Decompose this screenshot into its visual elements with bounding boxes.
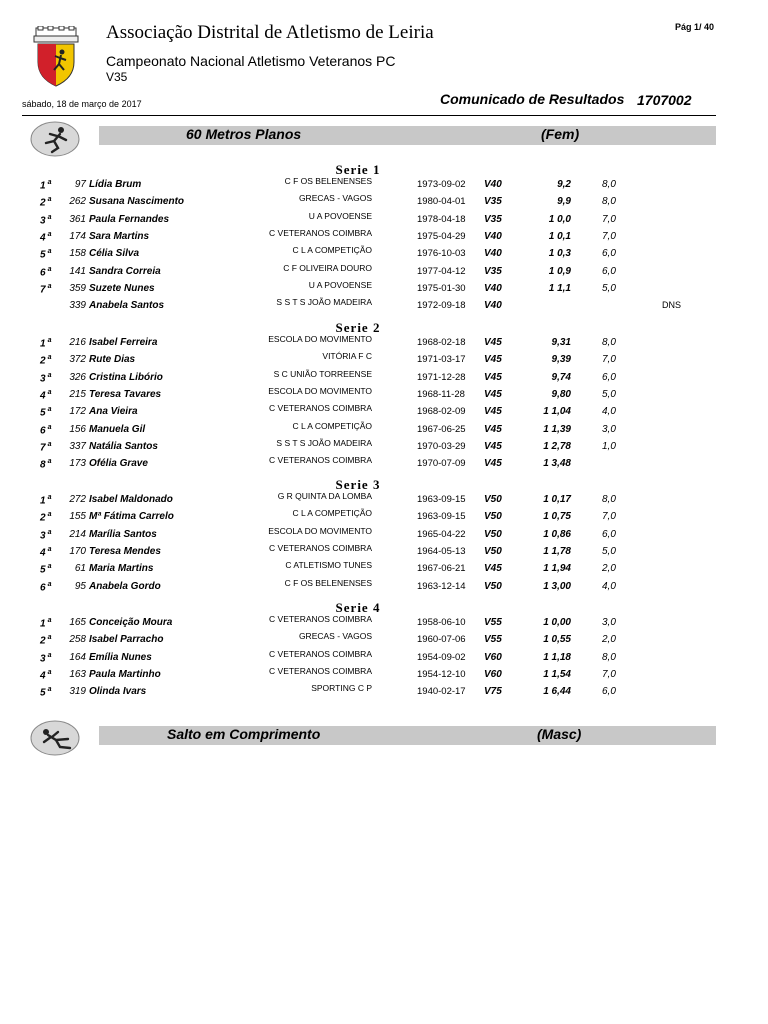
club-name: VITÓRIA F C bbox=[322, 351, 372, 362]
ordinal-mark: a bbox=[47, 528, 52, 536]
points: 8,0 bbox=[602, 179, 616, 190]
header-divider bbox=[22, 115, 716, 116]
club-name: C ATLETISMO TUNES bbox=[285, 560, 372, 571]
ordinal-mark: a bbox=[47, 440, 52, 448]
birth-date: 1970-03-29 bbox=[417, 440, 466, 452]
position-number: 4 bbox=[40, 547, 46, 559]
position-number: 8 bbox=[40, 459, 46, 471]
ordinal-mark: a bbox=[47, 354, 52, 362]
points: 6,0 bbox=[602, 248, 616, 260]
ordinal-mark: a bbox=[47, 545, 52, 553]
athlete-name: Cristina Libório bbox=[89, 371, 163, 383]
bib-number: 326 bbox=[69, 371, 86, 383]
ordinal-mark: a bbox=[47, 617, 52, 624]
communique-label: Comunicado de Resultados bbox=[440, 91, 625, 107]
points: 7,0 bbox=[602, 511, 616, 523]
points: 7,0 bbox=[602, 354, 616, 366]
position-number: 4 bbox=[40, 390, 46, 402]
points: 4,0 bbox=[602, 406, 616, 418]
championship-name: Campeonato Nacional Atletismo Veteranos PC bbox=[106, 53, 396, 69]
age-category: V75 bbox=[484, 686, 502, 698]
birth-date: 1975-01-30 bbox=[417, 282, 466, 294]
club-name: SPORTING C P bbox=[311, 683, 372, 694]
birth-date: 1978-04-18 bbox=[417, 213, 466, 225]
points: 5,0 bbox=[602, 282, 616, 294]
points: 3,0 bbox=[602, 423, 616, 435]
ordinal-mark: a bbox=[47, 494, 52, 501]
age-category: V40 bbox=[484, 230, 502, 242]
birth-date: 1958-06-10 bbox=[417, 617, 466, 628]
position-number: 6 bbox=[40, 424, 46, 436]
bib-number: 155 bbox=[69, 511, 86, 523]
age-category: V45 bbox=[484, 563, 502, 575]
athlete-name: Sandra Correia bbox=[89, 265, 161, 277]
result-time: 1 0,9 bbox=[548, 265, 571, 277]
result-time: 9,2 bbox=[557, 179, 571, 190]
age-category: V40 bbox=[484, 248, 502, 260]
bib-number: 174 bbox=[69, 230, 86, 242]
position-number: 1 bbox=[40, 618, 46, 630]
bib-number: 359 bbox=[69, 282, 86, 294]
event-gender: (Masc) bbox=[537, 726, 582, 742]
points: 6,0 bbox=[602, 528, 616, 540]
result-time: 1 1,1 bbox=[548, 282, 571, 294]
result-row bbox=[0, 455, 716, 475]
position-number: 1 bbox=[40, 338, 46, 350]
birth-date: 1970-07-09 bbox=[417, 458, 466, 470]
result-time: 1 1,78 bbox=[543, 545, 571, 557]
bib-number: 272 bbox=[69, 494, 86, 505]
position-number: 4 bbox=[40, 232, 46, 244]
club-name: GRECAS - VAGOS bbox=[298, 631, 372, 642]
points: 8,0 bbox=[602, 651, 616, 663]
athlete-name: Teresa Mendes bbox=[89, 545, 161, 557]
club-name: C VETERANOS COIMBRA bbox=[269, 455, 372, 466]
bib-number: 258 bbox=[69, 634, 86, 646]
age-category: V55 bbox=[484, 634, 502, 646]
position-number: 3 bbox=[40, 372, 46, 384]
athlete-name: Ana Vieira bbox=[89, 406, 138, 418]
position-number: 1 bbox=[40, 495, 46, 507]
serie-title: Serie 3 bbox=[335, 477, 381, 492]
result-time: 1 0,1 bbox=[548, 230, 571, 242]
bib-number: 337 bbox=[69, 440, 86, 452]
result-time: 1 1,39 bbox=[543, 423, 571, 435]
athlete-name: Ofélia Grave bbox=[89, 458, 148, 470]
birth-date: 1973-09-02 bbox=[417, 179, 466, 190]
bib-number: 170 bbox=[69, 545, 86, 557]
ordinal-mark: a bbox=[47, 248, 52, 256]
position-number: 2 bbox=[40, 355, 46, 367]
age-category: V45 bbox=[484, 458, 502, 470]
position-number: 5 bbox=[40, 687, 46, 699]
result-time: 1 2,78 bbox=[543, 440, 571, 452]
ordinal-mark: a bbox=[47, 686, 52, 694]
bib-number: 319 bbox=[69, 686, 86, 698]
sprinter-icon bbox=[30, 121, 80, 157]
bib-number: 141 bbox=[69, 265, 86, 277]
bib-number: 339 bbox=[69, 300, 86, 312]
points: 5,0 bbox=[602, 545, 616, 557]
ordinal-mark: a bbox=[47, 337, 52, 344]
points: 7,0 bbox=[602, 230, 616, 242]
event-gender: (Fem) bbox=[541, 126, 580, 142]
communique-number: 1707002 bbox=[637, 92, 692, 108]
club-name: C VETERANOS COIMBRA bbox=[269, 403, 372, 414]
page-number: Pág 1/ 40 bbox=[674, 22, 714, 32]
points: 2,0 bbox=[602, 634, 616, 646]
club-name: C F OS BELENENSES bbox=[284, 176, 372, 186]
ordinal-mark: a bbox=[47, 651, 52, 659]
birth-date: 1940-02-17 bbox=[417, 686, 466, 698]
bib-number: 215 bbox=[69, 388, 86, 400]
points: 6,0 bbox=[602, 265, 616, 277]
age-category: V45 bbox=[484, 388, 502, 400]
birth-date: 1968-02-18 bbox=[417, 337, 466, 348]
athlete-name: Mª Fátima Carrelo bbox=[89, 511, 174, 523]
bib-number: 156 bbox=[69, 423, 86, 435]
result-time: 1 6,44 bbox=[543, 686, 571, 698]
athlete-name: Sara Martins bbox=[89, 230, 150, 242]
result-time: 9,80 bbox=[551, 388, 571, 400]
result-time: 1 3,48 bbox=[543, 458, 571, 470]
athlete-name: Rute Dias bbox=[89, 354, 136, 366]
birth-date: 1975-04-29 bbox=[417, 230, 466, 242]
points: 3,0 bbox=[602, 617, 616, 628]
age-category: V45 bbox=[484, 337, 502, 348]
result-time: 1 1,94 bbox=[543, 563, 571, 575]
ordinal-mark: a bbox=[47, 265, 52, 273]
ordinal-mark: a bbox=[47, 634, 52, 642]
result-time: 1 0,17 bbox=[543, 494, 571, 505]
birth-date: 1960-07-06 bbox=[417, 634, 466, 646]
age-category: V40 bbox=[484, 300, 502, 312]
club-name: S S T S JOÃO MADEIRA bbox=[276, 297, 372, 308]
birth-date: 1977-04-12 bbox=[417, 265, 466, 277]
athlete-name: Paula Fernandes bbox=[89, 213, 170, 225]
club-name: S C UNIÃO TORREENSE bbox=[273, 368, 372, 379]
athlete-name: Maria Martins bbox=[89, 563, 154, 575]
athlete-name: Isabel Maldonado bbox=[89, 494, 173, 505]
birth-date: 1972-09-18 bbox=[417, 300, 466, 312]
club-name: C VETERANOS COIMBRA bbox=[269, 648, 372, 659]
club-name: ESCOLA DO MOVIMENTO bbox=[268, 525, 372, 536]
birth-date: 1954-12-10 bbox=[417, 668, 466, 680]
athlete-name: Paula Martinho bbox=[89, 668, 161, 680]
bib-number: 158 bbox=[69, 248, 86, 260]
club-name: C L A COMPETIÇÃO bbox=[292, 508, 372, 519]
athlete-name: Anabela Gordo bbox=[89, 580, 161, 592]
birth-date: 1968-11-28 bbox=[417, 388, 465, 400]
result-time: 9,74 bbox=[551, 371, 571, 383]
athlete-name: Célia Silva bbox=[89, 248, 140, 260]
birth-date: 1963-09-15 bbox=[417, 511, 466, 523]
points: 6,0 bbox=[602, 686, 616, 698]
bib-number: 172 bbox=[69, 406, 86, 418]
ordinal-mark: a bbox=[47, 230, 52, 238]
bib-number: 61 bbox=[74, 563, 86, 575]
age-category: V35 bbox=[484, 213, 502, 225]
organization-title: Associação Distrital de Atletismo de Leiria bbox=[106, 22, 434, 43]
club-name: ESCOLA DO MOVIMENTO bbox=[268, 334, 372, 344]
position-number: 7 bbox=[40, 442, 46, 454]
athlete-name: Emília Nunes bbox=[89, 651, 152, 663]
points: 4,0 bbox=[602, 580, 616, 592]
result-time: 9,9 bbox=[557, 196, 571, 208]
ordinal-mark: a bbox=[47, 213, 52, 221]
athlete-name: Conceição Moura bbox=[89, 617, 173, 628]
club-name: C VETERANOS COIMBRA bbox=[269, 614, 372, 624]
athlete-name: Marília Santos bbox=[89, 528, 157, 540]
club-name: C VETERANOS COIMBRA bbox=[269, 665, 372, 676]
age-category: V40 bbox=[484, 282, 502, 294]
age-category: V50 bbox=[484, 545, 502, 557]
ordinal-mark: a bbox=[47, 179, 52, 186]
age-category: V35 bbox=[484, 196, 502, 208]
serie-title: Serie 2 bbox=[335, 320, 381, 335]
long-jump-icon bbox=[30, 720, 80, 756]
points: 2,0 bbox=[602, 563, 616, 575]
birth-date: 1976-10-03 bbox=[417, 248, 466, 260]
position-number: 2 bbox=[40, 197, 46, 209]
category-label: V35 bbox=[106, 70, 128, 84]
age-category: V35 bbox=[484, 265, 502, 277]
age-category: V55 bbox=[484, 617, 502, 628]
bib-number: 165 bbox=[69, 617, 86, 628]
bib-number: 163 bbox=[69, 668, 86, 680]
points: 8,0 bbox=[602, 337, 616, 348]
club-name: C VETERANOS COIMBRA bbox=[269, 227, 372, 238]
position-number: 5 bbox=[40, 564, 46, 576]
position-number: 2 bbox=[40, 512, 46, 524]
event-name: 60 Metros Planos bbox=[186, 126, 302, 142]
age-category: V45 bbox=[484, 354, 502, 366]
result-row bbox=[0, 683, 716, 703]
birth-date: 1967-06-21 bbox=[417, 563, 466, 575]
bib-number: 97 bbox=[74, 179, 86, 190]
athlete-name: Manuela Gil bbox=[89, 423, 146, 435]
result-time: 9,39 bbox=[551, 354, 571, 366]
position-number: 4 bbox=[40, 670, 46, 682]
age-category: V40 bbox=[484, 179, 502, 190]
result-time: 1 0,0 bbox=[548, 213, 571, 225]
athlete-name: Anabela Santos bbox=[89, 300, 165, 312]
club-name: U A POVOENSE bbox=[308, 279, 372, 290]
result-time: 9,31 bbox=[551, 337, 571, 348]
position-number: 2 bbox=[40, 635, 46, 647]
club-name: C L A COMPETIÇÃO bbox=[292, 245, 372, 256]
bib-number: 361 bbox=[69, 213, 86, 225]
ordinal-mark: a bbox=[47, 423, 52, 431]
position-number: 1 bbox=[40, 180, 46, 192]
points: 7,0 bbox=[602, 668, 616, 680]
birth-date: 1980-04-01 bbox=[417, 196, 466, 208]
bib-number: 372 bbox=[69, 354, 86, 366]
points: 8,0 bbox=[602, 196, 616, 208]
ordinal-mark: a bbox=[47, 563, 52, 571]
result-time: 1 1,54 bbox=[543, 668, 571, 680]
event-name: Salto em Comprimento bbox=[167, 726, 321, 742]
birth-date: 1954-09-02 bbox=[417, 651, 466, 663]
status-note: DNS bbox=[662, 300, 682, 311]
bib-number: 164 bbox=[69, 651, 86, 663]
club-name: C F OS BELENENSES bbox=[284, 577, 372, 588]
bib-number: 214 bbox=[69, 528, 86, 540]
age-category: V50 bbox=[484, 511, 502, 523]
result-time: 1 3,00 bbox=[543, 580, 571, 592]
club-name: G R QUINTA DA LOMBA bbox=[277, 491, 372, 501]
points: 8,0 bbox=[602, 494, 616, 505]
ordinal-mark: a bbox=[47, 282, 52, 290]
club-name: S S T S JOÃO MADEIRA bbox=[276, 437, 372, 448]
position-number: 6 bbox=[40, 266, 46, 278]
result-time: 1 0,3 bbox=[548, 248, 571, 260]
age-category: V45 bbox=[484, 423, 502, 435]
result-time: 1 0,55 bbox=[543, 634, 571, 646]
ordinal-mark: a bbox=[47, 511, 52, 519]
birth-date: 1971-03-17 bbox=[417, 354, 466, 366]
ordinal-mark: a bbox=[47, 388, 52, 396]
athlete-name: Isabel Ferreira bbox=[89, 337, 158, 348]
result-time: 1 1,04 bbox=[543, 406, 571, 418]
event-date: sábado, 18 de março de 2017 bbox=[22, 99, 142, 109]
position-number: 3 bbox=[40, 214, 46, 226]
athlete-name: Natália Santos bbox=[89, 440, 158, 452]
club-name: ESCOLA DO MOVIMENTO bbox=[268, 385, 372, 396]
points: 5,0 bbox=[602, 388, 616, 400]
result-time: 1 0,75 bbox=[543, 511, 571, 523]
age-category: V60 bbox=[484, 668, 502, 680]
points: 7,0 bbox=[602, 213, 616, 225]
bib-number: 262 bbox=[69, 196, 86, 208]
age-category: V50 bbox=[484, 494, 502, 505]
club-name: C VETERANOS COIMBRA bbox=[269, 542, 372, 553]
ordinal-mark: a bbox=[47, 196, 52, 204]
ordinal-mark: a bbox=[47, 371, 52, 379]
position-number: 7 bbox=[40, 284, 46, 296]
position-number: 3 bbox=[40, 529, 46, 541]
club-name: C F OLIVEIRA DOURO bbox=[283, 262, 372, 273]
age-category: V50 bbox=[484, 528, 502, 540]
athlete-name: Teresa Tavares bbox=[89, 388, 162, 400]
bib-number: 95 bbox=[74, 580, 86, 592]
position-number: 5 bbox=[40, 249, 46, 261]
athlete-name: Suzete Nunes bbox=[89, 282, 155, 294]
ordinal-mark: a bbox=[47, 406, 52, 414]
position-number: 6 bbox=[40, 581, 46, 593]
age-category: V45 bbox=[484, 371, 502, 383]
position-number: 3 bbox=[40, 652, 46, 664]
club-name: C L A COMPETIÇÃO bbox=[292, 420, 372, 431]
birth-date: 1965-04-22 bbox=[417, 528, 466, 540]
club-name: GRECAS - VAGOS bbox=[298, 193, 372, 204]
result-time: 1 0,86 bbox=[543, 528, 571, 540]
club-name: U A POVOENSE bbox=[308, 210, 372, 221]
bib-number: 216 bbox=[69, 337, 86, 348]
athlete-name: Susana Nascimento bbox=[89, 196, 185, 208]
result-row bbox=[0, 297, 716, 317]
serie-title: Serie 1 bbox=[335, 162, 381, 177]
points: 1,0 bbox=[602, 440, 616, 452]
age-category: V45 bbox=[484, 440, 502, 452]
age-category: V45 bbox=[484, 406, 502, 418]
serie-title: Serie 4 bbox=[335, 600, 381, 615]
birth-date: 1971-12-28 bbox=[417, 371, 466, 383]
ordinal-mark: a bbox=[47, 580, 52, 588]
bib-number: 173 bbox=[69, 458, 86, 470]
ordinal-mark: a bbox=[47, 458, 52, 466]
ordinal-mark: a bbox=[47, 668, 52, 676]
athlete-name: Lídia Brum bbox=[89, 179, 142, 190]
birth-date: 1964-05-13 bbox=[417, 545, 466, 557]
result-row bbox=[0, 577, 716, 598]
result-time: 1 1,18 bbox=[543, 651, 571, 663]
position-number: 5 bbox=[40, 407, 46, 419]
points: 6,0 bbox=[602, 371, 616, 383]
birth-date: 1968-02-09 bbox=[417, 406, 466, 418]
birth-date: 1963-12-14 bbox=[417, 580, 466, 592]
athlete-name: Olinda Ivars bbox=[89, 686, 147, 698]
birth-date: 1963-09-15 bbox=[417, 494, 466, 505]
age-category: V60 bbox=[484, 651, 502, 663]
association-crest-icon bbox=[30, 26, 82, 88]
result-time: 1 0,00 bbox=[543, 617, 571, 628]
athlete-name: Isabel Parracho bbox=[89, 634, 164, 646]
birth-date: 1967-06-25 bbox=[417, 423, 466, 435]
age-category: V50 bbox=[484, 580, 502, 592]
